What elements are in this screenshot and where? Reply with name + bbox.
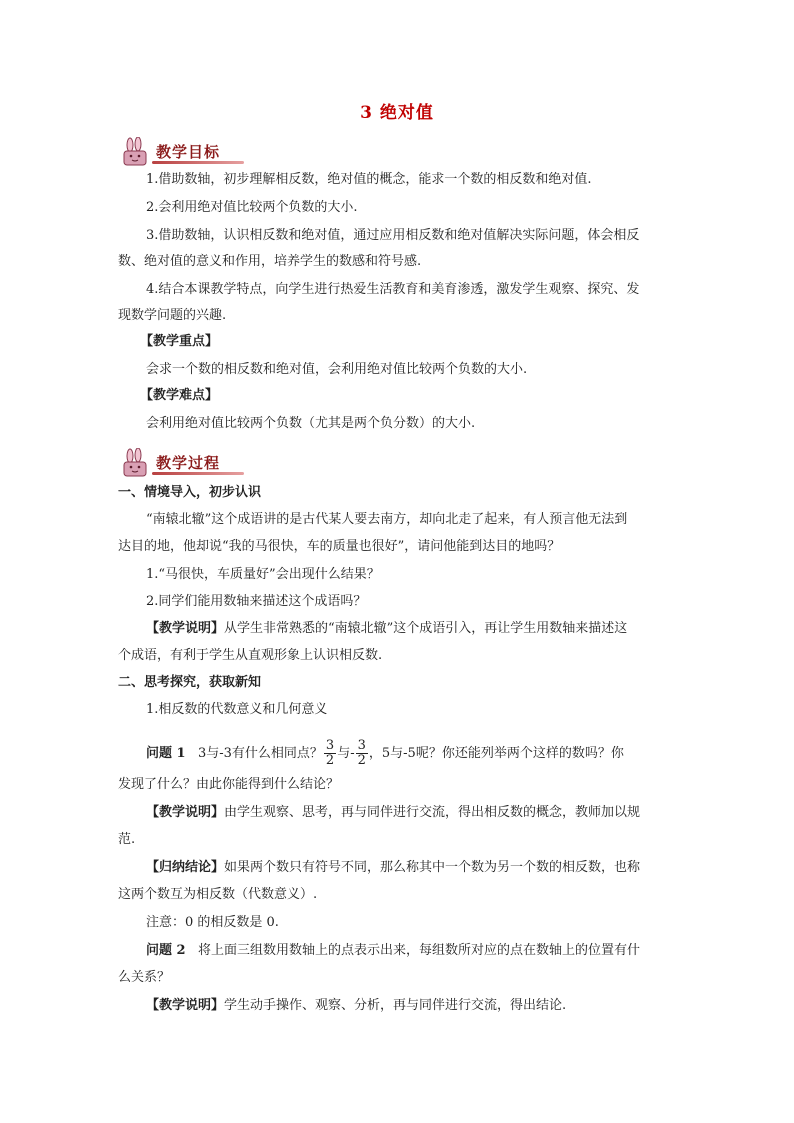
fraction-numerator: 3 (325, 738, 335, 753)
note-label: 【教学说明】 (146, 998, 225, 1013)
objective-1: 1.借助数轴，初步理解相反数，绝对值的概念，能求一个数的相反数和绝对值. (146, 172, 592, 187)
problem-2-line1 (146, 941, 640, 961)
page-title: 3 绝对值 (360, 103, 434, 123)
problem-2-label: 问题 2 (146, 943, 186, 958)
section-banner-process (118, 448, 258, 478)
fraction-denominator: 2 (325, 753, 335, 768)
section1-question-1: 1.“马很快，车质量好”会出现什么结果？ (146, 567, 380, 582)
problem-1-line2: 发现了什么？由此你能得到什么结论？ (118, 777, 340, 792)
fraction-three-halves (324, 739, 336, 768)
summary-line1 (146, 858, 640, 878)
fraction-three-halves (356, 739, 368, 768)
section1-para-line1: “南辕北辙”这个成语讲的是古代某人要去南方，却向北走了起来，有人预言他无法到 (146, 512, 628, 527)
summary-label: 【归纳结论】 (146, 860, 225, 875)
difficulty-heading: 【教学难点】 (140, 388, 219, 403)
banner-underline (152, 472, 244, 475)
section-banner-objectives (118, 137, 258, 167)
problem-1-label: 问题 1 (146, 746, 186, 761)
note-text: 从学生非常熟悉的“南辕北辙”这个成语引入，再让学生用数轴来描述这 (224, 621, 628, 636)
banner-underline (152, 161, 244, 164)
problem-2-line2: 么关系？ (118, 970, 171, 985)
rabbit-mascot-icon (118, 137, 152, 167)
problem-2-text: 将上面三组数用数轴上的点表示出来，每组数所对应的点在数轴上的位置有什 (197, 943, 640, 958)
problem-1-line1 (146, 737, 624, 771)
note2-line (146, 996, 566, 1016)
note-text: 学生动手操作、观察、分析，再与同伴进行交流，得出结论. (224, 998, 567, 1013)
banner-label: 教学目标 (156, 143, 221, 161)
summary-text: 如果两个数只有符号不同，那么称其中一个数为另一个数的相反数，也称 (224, 860, 641, 875)
section1-para-line2: 达目的地，他却说“我的马很快，车的质量也很好”，请问他能到达目的地吗？ (118, 539, 561, 554)
objective-3-line2: 数、绝对值的意义和作用，培养学生的数感和符号感. (118, 254, 422, 269)
fraction-denominator: 2 (357, 753, 366, 768)
key-text: 会求一个数的相反数和绝对值，会利用绝对值比较两个负数的大小. (146, 362, 528, 377)
problem-1-text-b: ，5与-5呢？你还能列举两个这样的数吗？你 (368, 746, 624, 761)
note-text: 由学生观察、思考，再与同伴进行交流，得出相反数的概念，教师加以规 (224, 805, 641, 820)
section1-note-line2: 个成语，有利于学生从直观形象上认识相反数. (118, 648, 383, 663)
note1-line1 (146, 803, 640, 823)
objective-4-line1: 4.结合本课教学特点，向学生进行热爱生活教育和美育渗透，激发学生观察、探究、发 (146, 282, 640, 297)
difficulty-text: 会利用绝对值比较两个负数（尤其是两个负分数）的大小. (146, 416, 476, 431)
section1-question-2: 2.同学们能用数轴来描述这个成语吗？ (146, 594, 367, 609)
problem-1-text-mid: 与- (337, 746, 355, 761)
rabbit-mascot-icon (118, 448, 152, 478)
note-label: 【教学说明】 (146, 805, 225, 820)
problem-1-text-a: 3与-3有什么相同点？ (197, 746, 323, 761)
objective-3-line1: 3.借助数轴，认识相反数和绝对值，通过应用相反数和绝对值解决实际问题，体会相反 (146, 228, 640, 243)
key-heading: 【教学重点】 (140, 334, 219, 349)
section2-heading: 二、思考探究，获取新知 (118, 675, 262, 690)
section1-note-line1 (146, 619, 627, 639)
attention-note: 注意：0 的相反数是 0. (146, 915, 279, 930)
summary-line2: 这两个数互为相反数（代数意义）. (118, 887, 318, 902)
fraction-numerator: 3 (357, 738, 366, 753)
objective-4-line2: 现数学问题的兴趣. (118, 308, 227, 323)
banner-label: 教学过程 (156, 454, 221, 472)
section1-heading: 一、情境导入，初步认识 (118, 485, 262, 500)
note-label: 【教学说明】 (146, 621, 225, 636)
objective-2: 2.会利用绝对值比较两个负数的大小. (146, 200, 358, 215)
note1-line2: 范. (118, 832, 136, 847)
section2-subheading: 1.相反数的代数意义和几何意义 (146, 702, 328, 717)
